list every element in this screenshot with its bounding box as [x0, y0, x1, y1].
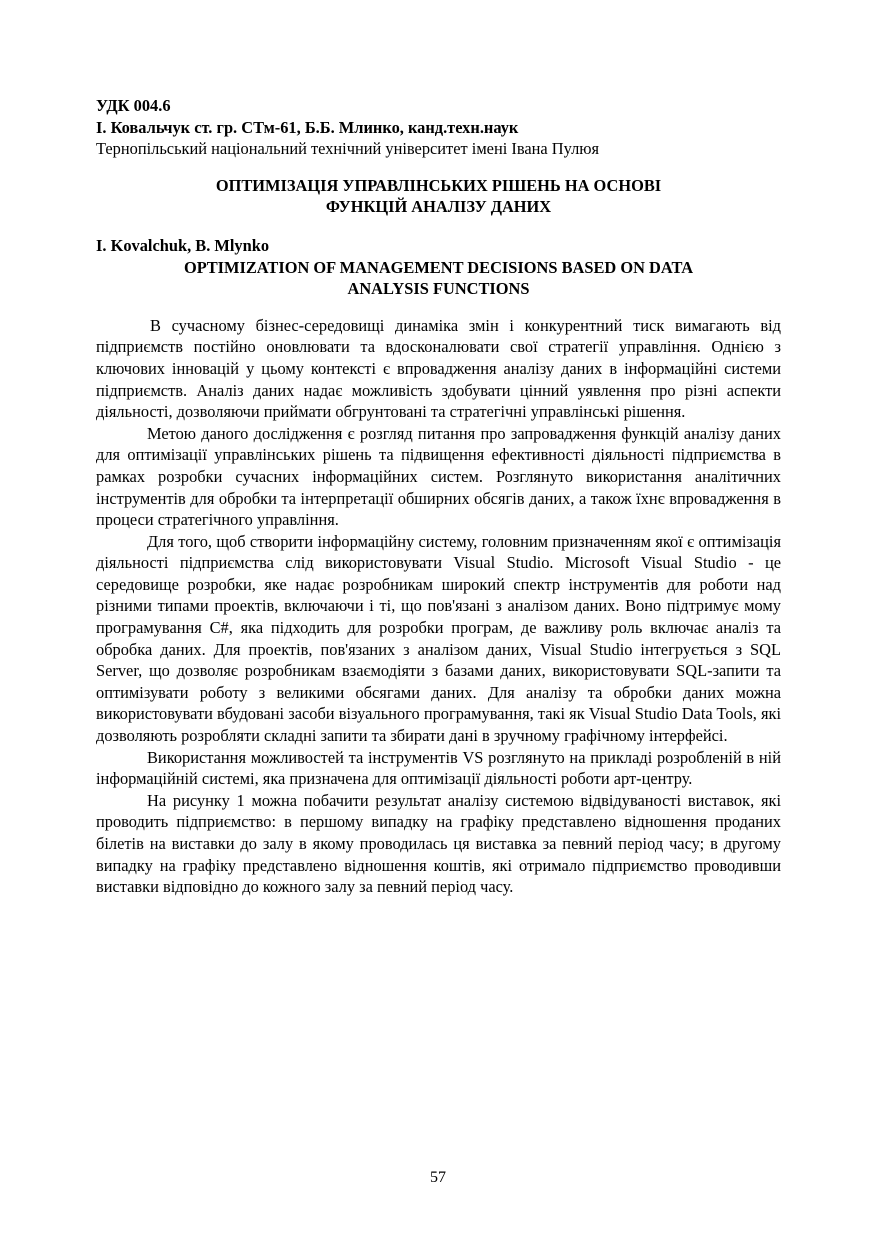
paragraph: На рисунку 1 можна побачити результат аналізу системою відвідуваності виставок, які проводить підприємство: в першому випадку на графіку представлено відношення проданих білетів на виставки до залу в якому проводилась ця виставка за певний період часу; в другому випадку на графіку представлено відношення коштів, які отримало підприємство проводивши виставки відповідно до кожного залу за певний період часу.	[96, 790, 781, 897]
udc-code: УДК 004.6	[96, 96, 171, 115]
article-header	[96, 95, 781, 160]
title-uk-line-1: ОПТИМІЗАЦІЯ УПРАВЛІНСЬКИХ РІШЕНЬ НА ОСНОВІ	[215, 175, 662, 195]
page-number: 57	[430, 1169, 446, 1186]
title-uk-line-2: ФУНКЦІЙ АНАЛІЗУ ДАНИХ	[325, 197, 552, 217]
affiliation: Тернопільський національний технічний університет імені Івана Пулюя	[96, 139, 600, 159]
article-body	[96, 315, 781, 898]
authors-uk: І. Ковальчук ст. гр. СТм-61, Б.Б. Млинко, канд.техн.наук	[96, 117, 519, 137]
paragraph: В сучасному бізнес-середовищі динаміка змін і конкурентний тиск вимагають від підприємств постійно оновлювати та вдосконалювати свої стратегії управління. Однією з ключових інновацій у цьому контексті є впровадження аналізу даних в інформаційні системи підприємств. Аналіз даних надає можливість здобувати цінний уявлення про різні аспекти діяльності, дозволяючи приймати обгрунтовані та стратегічні управлінські рішення.	[96, 315, 781, 422]
paragraph: Для того, щоб створити інформаційну систему, головним призначенням якої є оптимізація діяльності підприємства слід використовувати Visual Studio. Microsoft Visual Studio - це середовище розробки, яке надає розробникам широкий спектр інструментів для роботи над різними типами проектів, включаючи і ті, що пов'язані з аналізом даних. Воно підтримує мому програмування C#, яка підходить для розробки програм, де важливу роль включає аналіз та обробка даних. Для проектів, пов'язаних з аналізом даних, Visual Studio інтегрується з SQL Server, що дозволяє розробникам взаємодіяти з базами даних, використовувати SQL-запити та оптимізувати роботу з великими обсягами даних. Для аналізу та обробки даних можна використовувати вбудовані засоби візуального програмування, такі як Visual Studio Data Tools, які дозволяють розробляти складні запити та збирати дані в зручному графічному інтерфейсі.	[96, 531, 781, 746]
paragraph: Метою даного дослідження є розгляд питання про запровадження функцій аналізу даних для оптимізації управлінських рішень та підвищення ефективності діяльності підприємства в рамках розробки сучасних інформаційних систем. Розглянуто використання аналітичних інструментів для обробки та інтерпретації обширних обсягів даних, а також їхнє впровадження в процеси стратегічного управління.	[96, 423, 781, 530]
title-en	[96, 257, 781, 300]
title-uk	[96, 175, 781, 218]
authors-en: I. Kovalchuk, B. Mlynko	[96, 235, 270, 255]
title-en-line-2: ANALYSIS FUNCTIONS	[347, 279, 530, 299]
document-page	[96, 95, 781, 898]
paragraph: Використання можливостей та інструментів VS розглянуто на прикладі розробленій в ній інформаційній системі, яка призначена для оптимізації діяльності роботи арт-центру.	[96, 747, 781, 789]
title-en-line-1: OPTIMIZATION OF MANAGEMENT DECISIONS BASED ON DATA	[183, 257, 694, 277]
english-header	[96, 235, 781, 300]
